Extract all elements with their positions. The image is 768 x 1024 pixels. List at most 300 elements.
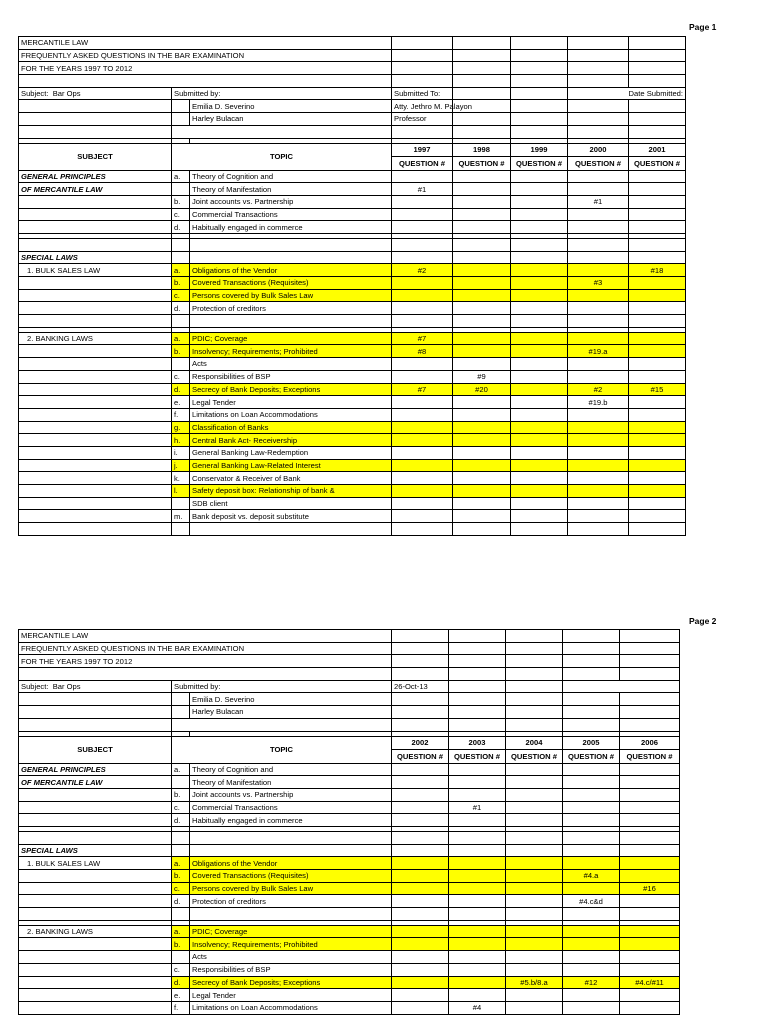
- question-cell: [620, 895, 680, 908]
- question-cell: [629, 396, 686, 409]
- row-letter: d.: [172, 221, 190, 234]
- row-letter: [172, 908, 190, 921]
- row-subject: 2. BANKING LAWS: [19, 332, 172, 345]
- question-cell: [392, 989, 449, 1002]
- question-cell: [392, 908, 449, 921]
- table-row: [19, 434, 686, 447]
- submitter-name: Harley Bulacan: [190, 706, 392, 719]
- question-cell: [453, 497, 511, 510]
- question-cell: [506, 788, 563, 801]
- table-cell: [449, 630, 506, 643]
- question-cell: [453, 446, 511, 459]
- question-cell: [620, 908, 680, 921]
- table-cell: [392, 62, 453, 75]
- table-cell: [563, 630, 620, 643]
- row-subject: [19, 814, 172, 827]
- year-header: 2004: [506, 736, 563, 750]
- table-row: [19, 963, 680, 976]
- question-cell: [568, 183, 629, 196]
- question-cell: [453, 251, 511, 264]
- subject-field: [19, 87, 172, 100]
- row-letter: [172, 183, 190, 196]
- question-cell: [511, 238, 568, 251]
- question-cell: [449, 831, 506, 844]
- table-row: [19, 238, 686, 251]
- table-row: [19, 1001, 680, 1014]
- question-cell: [449, 870, 506, 883]
- meta-row: [19, 693, 680, 706]
- row-topic: Acts: [190, 951, 392, 964]
- question-cell: [511, 383, 568, 396]
- question-cell: [453, 472, 511, 485]
- table-row: [19, 396, 686, 409]
- row-subject: [19, 497, 172, 510]
- question-cell: [453, 183, 511, 196]
- row-subject: [19, 383, 172, 396]
- row-subject: [19, 963, 172, 976]
- question-cell: [629, 315, 686, 328]
- table-cell: [620, 693, 680, 706]
- question-cell: [449, 989, 506, 1002]
- table-row: [19, 170, 686, 183]
- question-cell: [453, 277, 511, 290]
- question-cell: [511, 434, 568, 447]
- question-cell: [511, 497, 568, 510]
- doc-title: MERCANTILE LAW: [19, 37, 392, 50]
- question-cell: [563, 951, 620, 964]
- question-cell: [568, 434, 629, 447]
- table-cell: [629, 100, 686, 113]
- table-cell: [392, 630, 449, 643]
- question-cell: [392, 763, 449, 776]
- row-topic: Secrecy of Bank Deposits; Exceptions: [190, 383, 392, 396]
- table-row: [19, 421, 686, 434]
- question-cell: [392, 510, 453, 523]
- row-letter: [172, 844, 190, 857]
- row-letter: k.: [172, 472, 190, 485]
- question-cell: #8: [392, 345, 453, 358]
- table-cell: [506, 630, 563, 643]
- row-topic: [190, 238, 392, 251]
- question-cell: [563, 1001, 620, 1014]
- question-cell: [629, 510, 686, 523]
- question-cell: [392, 857, 449, 870]
- question-cell: #4.c&d: [563, 895, 620, 908]
- question-cell: [511, 170, 568, 183]
- question-cell: #2: [392, 264, 453, 277]
- row-letter: l.: [172, 485, 190, 498]
- question-cell: [620, 951, 680, 964]
- row-subject: [19, 510, 172, 523]
- table-cell: [19, 100, 172, 113]
- question-cell: [568, 408, 629, 421]
- question-cell: [506, 882, 563, 895]
- table-cell: [172, 718, 392, 731]
- question-cell: [453, 289, 511, 302]
- meta-row: [19, 113, 686, 126]
- question-cell: [568, 221, 629, 234]
- row-subject: [19, 408, 172, 421]
- question-cell: [629, 446, 686, 459]
- question-cell: [563, 963, 620, 976]
- question-header: QUESTION #: [392, 750, 449, 764]
- question-cell: [392, 844, 449, 857]
- question-cell: [392, 870, 449, 883]
- meta-row: [19, 100, 686, 113]
- row-letter: [172, 951, 190, 964]
- row-topic: Central Bank Act- Receivership: [190, 434, 392, 447]
- question-cell: #16: [620, 882, 680, 895]
- row-topic: Safety deposit box: Relationship of bank &: [190, 485, 392, 498]
- table-cell: [453, 49, 511, 62]
- row-subject: 1. BULK SALES LAW: [19, 264, 172, 277]
- recipient-name: Professor: [392, 113, 453, 126]
- table-cell: [453, 113, 511, 126]
- table-cell: [392, 655, 449, 668]
- question-cell: [568, 332, 629, 345]
- question-cell: [392, 408, 453, 421]
- row-letter: [172, 497, 190, 510]
- year-header: 2003: [449, 736, 506, 750]
- row-subject: [19, 1001, 172, 1014]
- question-cell: [392, 788, 449, 801]
- question-cell: [511, 358, 568, 371]
- question-cell: [629, 497, 686, 510]
- doc-years: FOR THE YEARS 1997 TO 2012: [19, 655, 392, 668]
- question-cell: [392, 831, 449, 844]
- table-cell: [392, 37, 453, 50]
- question-cell: [629, 358, 686, 371]
- question-cell: [511, 277, 568, 290]
- header-row: [19, 630, 680, 643]
- question-cell: [620, 938, 680, 951]
- row-topic: Joint accounts vs. Partnership: [190, 788, 392, 801]
- meta-row: [19, 87, 686, 100]
- row-letter: c.: [172, 289, 190, 302]
- table-cell: [563, 655, 620, 668]
- table-row: [19, 183, 686, 196]
- table-cell: [449, 642, 506, 655]
- row-letter: c.: [172, 370, 190, 383]
- question-cell: #19.a: [568, 345, 629, 358]
- row-topic: Conservator & Receiver of Bank: [190, 472, 392, 485]
- row-letter: e.: [172, 989, 190, 1002]
- question-cell: [392, 485, 453, 498]
- question-cell: [392, 289, 453, 302]
- row-topic: [190, 908, 392, 921]
- question-cell: [392, 1001, 449, 1014]
- year-header: 2001: [629, 143, 686, 157]
- table-cell: [392, 642, 449, 655]
- table-cell: [506, 693, 563, 706]
- table-cell: [629, 37, 686, 50]
- table-cell: [511, 100, 568, 113]
- table-cell: [563, 642, 620, 655]
- row-subject: [19, 989, 172, 1002]
- question-cell: [506, 776, 563, 789]
- question-cell: [449, 938, 506, 951]
- question-cell: [620, 870, 680, 883]
- table-row: [19, 446, 686, 459]
- question-cell: [511, 264, 568, 277]
- table-row: [19, 302, 686, 315]
- row-topic: Limitations on Loan Accommodations: [190, 408, 392, 421]
- table-row: [19, 332, 686, 345]
- row-subject: [19, 195, 172, 208]
- submitted-to-label: Submitted To:: [392, 87, 453, 100]
- row-topic: Theory of Cognition and: [190, 170, 392, 183]
- question-header: QUESTION #: [568, 157, 629, 171]
- question-cell: [392, 370, 453, 383]
- question-cell: [563, 882, 620, 895]
- question-cell: [453, 208, 511, 221]
- row-subject: [19, 421, 172, 434]
- question-cell: [511, 183, 568, 196]
- table-row: [19, 523, 686, 536]
- question-cell: [449, 951, 506, 964]
- question-cell: [620, 763, 680, 776]
- table-cell: [506, 706, 563, 719]
- row-subject: [19, 277, 172, 290]
- row-subject: [19, 831, 172, 844]
- table-row: [19, 370, 686, 383]
- table-cell: [511, 87, 568, 100]
- table-row: [19, 882, 680, 895]
- question-cell: [629, 459, 686, 472]
- year-header: 2006: [620, 736, 680, 750]
- row-topic: [190, 844, 392, 857]
- row-subject: [19, 221, 172, 234]
- header-row: [19, 37, 686, 50]
- question-cell: [392, 446, 453, 459]
- row-letter: b.: [172, 938, 190, 951]
- question-cell: [568, 264, 629, 277]
- table-cell: [506, 668, 563, 681]
- question-header: QUESTION #: [506, 750, 563, 764]
- table-cell: [563, 693, 620, 706]
- question-cell: [620, 925, 680, 938]
- question-cell: [563, 763, 620, 776]
- row-topic: Obligations of the Vendor: [190, 264, 392, 277]
- question-cell: [511, 221, 568, 234]
- faq-table: [18, 36, 686, 536]
- table-cell: [620, 668, 680, 681]
- question-cell: [620, 776, 680, 789]
- question-cell: [453, 264, 511, 277]
- table-cell: [19, 718, 172, 731]
- question-cell: [392, 951, 449, 964]
- question-cell: [506, 895, 563, 908]
- question-cell: [568, 510, 629, 523]
- table-cell: [568, 125, 629, 138]
- question-cell: [449, 925, 506, 938]
- year-header: 1997: [392, 143, 453, 157]
- question-cell: [511, 421, 568, 434]
- row-subject: [19, 485, 172, 498]
- submitted-by-label: Submitted by:: [172, 87, 392, 100]
- row-topic: Classification of Banks: [190, 421, 392, 434]
- question-cell: [449, 963, 506, 976]
- question-cell: [453, 345, 511, 358]
- table-row: [19, 459, 686, 472]
- question-cell: [629, 277, 686, 290]
- question-cell: [563, 938, 620, 951]
- table-cell: [629, 113, 686, 126]
- table-row: [19, 776, 680, 789]
- row-subject: OF MERCANTILE LAW: [19, 776, 172, 789]
- submitter-name: Emilia D. Severino: [190, 693, 392, 706]
- row-subject: 2. BANKING LAWS: [19, 925, 172, 938]
- column-header-subject: SUBJECT: [19, 736, 172, 763]
- question-cell: [453, 408, 511, 421]
- row-subject: [19, 523, 172, 536]
- table-cell: [453, 87, 511, 100]
- row-letter: d.: [172, 976, 190, 989]
- question-cell: [629, 289, 686, 302]
- table-cell: [511, 113, 568, 126]
- header-row: [19, 62, 686, 75]
- question-cell: [563, 831, 620, 844]
- row-subject: [19, 951, 172, 964]
- question-cell: [511, 408, 568, 421]
- table-row: [19, 814, 680, 827]
- row-topic: Limitations on Loan Accommodations: [190, 1001, 392, 1014]
- question-cell: [629, 408, 686, 421]
- question-cell: [568, 208, 629, 221]
- question-cell: [392, 976, 449, 989]
- question-cell: [453, 523, 511, 536]
- question-cell: [620, 857, 680, 870]
- question-cell: [449, 857, 506, 870]
- question-cell: [506, 963, 563, 976]
- table-cell: [620, 655, 680, 668]
- table-row: [19, 472, 686, 485]
- question-cell: [629, 434, 686, 447]
- row-topic: Persons covered by Bulk Sales Law: [190, 882, 392, 895]
- subject-label: Subject:: [21, 682, 49, 692]
- row-topic: Insolvency; Requirements; Prohibited: [190, 938, 392, 951]
- submitter-name: Harley Bulacan: [190, 113, 392, 126]
- question-cell: [453, 238, 511, 251]
- question-cell: [568, 238, 629, 251]
- table-cell: [511, 62, 568, 75]
- question-cell: [511, 472, 568, 485]
- question-cell: [629, 302, 686, 315]
- question-cell: [563, 801, 620, 814]
- question-cell: [511, 459, 568, 472]
- question-cell: [392, 396, 453, 409]
- table-cell: [392, 125, 453, 138]
- table-cell: [568, 113, 629, 126]
- row-topic: Insolvency; Requirements; Prohibited: [190, 345, 392, 358]
- doc-subtitle: FREQUENTLY ASKED QUESTIONS IN THE BAR EXAMINATION: [19, 642, 392, 655]
- row-letter: d.: [172, 814, 190, 827]
- table-row: [19, 485, 686, 498]
- question-cell: [568, 523, 629, 536]
- row-letter: j.: [172, 459, 190, 472]
- table-cell: [629, 49, 686, 62]
- table-cell: [568, 100, 629, 113]
- row-letter: c.: [172, 882, 190, 895]
- row-subject: [19, 788, 172, 801]
- row-topic: Joint accounts vs. Partnership: [190, 195, 392, 208]
- question-cell: [511, 446, 568, 459]
- question-cell: [506, 814, 563, 827]
- question-cell: [511, 370, 568, 383]
- question-header: QUESTION #: [620, 750, 680, 764]
- question-cell: [449, 882, 506, 895]
- row-letter: b.: [172, 870, 190, 883]
- subject-value: Bar Ops: [52, 89, 81, 99]
- question-cell: #18: [629, 264, 686, 277]
- table-row: [19, 208, 686, 221]
- table-cell: [620, 642, 680, 655]
- doc-subtitle: FREQUENTLY ASKED QUESTIONS IN THE BAR EXAMINATION: [19, 49, 392, 62]
- row-letter: a.: [172, 857, 190, 870]
- row-topic: Obligations of the Vendor: [190, 857, 392, 870]
- table-cell: [449, 668, 506, 681]
- table-cell: [19, 75, 392, 88]
- table-cell: [449, 680, 506, 693]
- year-header: 1998: [453, 143, 511, 157]
- table-row: [19, 951, 680, 964]
- table-row: [19, 989, 680, 1002]
- question-cell: [392, 472, 453, 485]
- question-cell: [506, 801, 563, 814]
- row-topic: General Banking Law-Related Interest: [190, 459, 392, 472]
- row-topic: PDIC; Coverage: [190, 332, 392, 345]
- row-topic: Responsibilities of BSP: [190, 963, 392, 976]
- table-cell: [19, 668, 392, 681]
- subject-value: Bar Ops: [52, 682, 81, 692]
- question-cell: [629, 485, 686, 498]
- question-cell: [392, 434, 453, 447]
- row-letter: c.: [172, 208, 190, 221]
- header-row: [19, 642, 680, 655]
- question-cell: [568, 315, 629, 328]
- question-cell: [449, 776, 506, 789]
- question-cell: [629, 221, 686, 234]
- row-subject: [19, 315, 172, 328]
- row-subject: [19, 976, 172, 989]
- row-subject: OF MERCANTILE LAW: [19, 183, 172, 196]
- row-subject: SPECIAL LAWS: [19, 251, 172, 264]
- question-cell: #19.b: [568, 396, 629, 409]
- row-subject: [19, 908, 172, 921]
- recipient-name: [392, 706, 449, 719]
- question-cell: [392, 277, 453, 290]
- question-header: QUESTION #: [453, 157, 511, 171]
- subject-label: Subject:: [21, 89, 49, 99]
- question-cell: [449, 763, 506, 776]
- question-cell: #1: [392, 183, 453, 196]
- subject-field: [19, 680, 172, 693]
- question-cell: [392, 315, 453, 328]
- table-cell: [506, 680, 563, 693]
- table-cell: [172, 706, 190, 719]
- table-cell: [392, 75, 453, 88]
- row-subject: [19, 289, 172, 302]
- row-subject: GENERAL PRINCIPLES: [19, 170, 172, 183]
- column-header-row: [19, 736, 680, 750]
- question-cell: [392, 776, 449, 789]
- table-cell: [563, 706, 620, 719]
- row-subject: [19, 208, 172, 221]
- table-cell: [449, 693, 506, 706]
- question-cell: [620, 831, 680, 844]
- table-cell: [392, 49, 453, 62]
- row-subject: [19, 870, 172, 883]
